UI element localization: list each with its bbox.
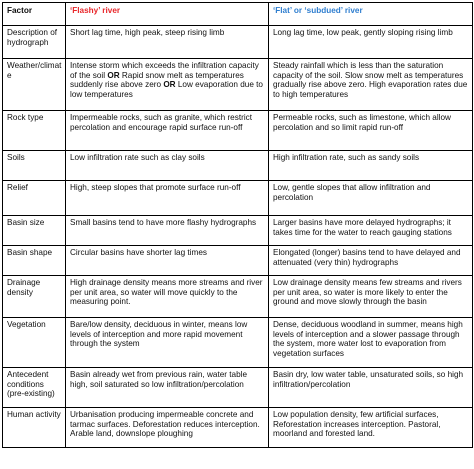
flashy-cell: High, steep slopes that promote surface run-off — [66, 181, 269, 216]
factor-cell: Rock type — [3, 111, 66, 151]
flashy-cell: Urbanisation producing impermeable concrete and tarmac surfaces. Deforestation reduces interception. Arable land, downslope ploughing — [66, 408, 269, 448]
factor-cell: Soils — [3, 151, 66, 181]
factor-cell: Basin shape — [3, 246, 66, 276]
header-row — [3, 3, 473, 26]
flat-cell: Steady rainfall which is less than the saturation capacity of the soil. Slow snow melt as temperatures gradually rise above zero. High evaporation rates due to high temperatures — [269, 59, 473, 111]
header-flashy-river: ‘Flashy’ river — [66, 3, 269, 26]
flat-cell: Dense, deciduous woodland in summer, means high levels of interception and a slower passage through the system, more water lost to evaporation from vegetation surfaces — [269, 318, 473, 368]
flat-cell: High infiltration rate, such as sandy soils — [269, 151, 473, 181]
table-row — [3, 111, 473, 151]
header-flat-river: ‘Flat’ or ‘subdued’ river — [269, 3, 473, 26]
table-row — [3, 151, 473, 181]
table-row — [3, 318, 473, 368]
emphasis-or: OR — [163, 80, 176, 90]
flashy-cell: Small basins tend to have more flashy hydrographs — [66, 216, 269, 246]
emphasis-or: OR — [107, 70, 120, 80]
factor-cell: Weather/climate — [3, 59, 66, 111]
flat-cell: Elongated (longer) basins tend to have delayed and attenuated (very thin) hydrographs — [269, 246, 473, 276]
header-factor: Factor — [3, 3, 66, 26]
factor-cell: Vegetation — [3, 318, 66, 368]
factor-cell: Relief — [3, 181, 66, 216]
flashy-text-part: Intense storm which exceeds the infiltration capacity of the soil — [70, 61, 259, 80]
factor-cell: Basin size — [3, 216, 66, 246]
flat-cell: Long lag time, low peak, gently sloping rising limb — [269, 26, 473, 59]
table-row — [3, 408, 473, 448]
flashy-cell: Low infiltration rate such as clay soils — [66, 151, 269, 181]
flat-cell: Low drainage density means few streams and rivers per unit area, so water is more likely to enter the ground and move slowly through the basin — [269, 276, 473, 318]
flashy-cell: Bare/low density, deciduous in winter, means low levels of interception and more rapid movement through the system — [66, 318, 269, 368]
factor-cell: Antecedent conditions (pre-existing) — [3, 368, 66, 408]
river-hydrograph-comparison-table — [2, 2, 473, 448]
table-row — [3, 276, 473, 318]
flashy-cell: Circular basins have shorter lag times — [66, 246, 269, 276]
table-row — [3, 181, 473, 216]
flat-cell: Permeable rocks, such as limestone, which allow percolation and so limit rapid run-off — [269, 111, 473, 151]
flashy-cell: Short lag time, high peak, steep rising limb — [66, 26, 269, 59]
flashy-cell: Basin already wet from previous rain, water table high, soil saturated so low infiltration/percolation — [66, 368, 269, 408]
comparison-table-wrapper — [2, 2, 472, 448]
flat-cell: Low, gentle slopes that allow infiltration and percolation — [269, 181, 473, 216]
flashy-text-part: Low evaporation due to low temperatures — [70, 80, 263, 99]
table-row — [3, 216, 473, 246]
flashy-cell: Impermeable rocks, such as granite, which restrict percolation and encourage rapid surface run-off — [66, 111, 269, 151]
flat-cell: Basin dry, low water table, unsaturated soils, so high infiltration/percolation — [269, 368, 473, 408]
table-row — [3, 368, 473, 408]
table-row — [3, 246, 473, 276]
table-row — [3, 59, 473, 111]
flat-cell: Larger basins have more delayed hydrographs; it takes time for the water to reach gauging stations — [269, 216, 473, 246]
flat-cell: Low population density, few artificial surfaces, Reforestation increases interception. Pastoral, moorland and forested land. — [269, 408, 473, 448]
factor-cell: Description of hydrograph — [3, 26, 66, 59]
factor-cell: Drainage density — [3, 276, 66, 318]
table-row — [3, 26, 473, 59]
flashy-cell — [66, 59, 269, 111]
flashy-text-part: Rapid snow melt as temperatures suddenly rise above zero — [70, 70, 244, 90]
flashy-cell: High drainage density means more streams and river per unit area, so water will move quickly to the measuring point. — [66, 276, 269, 318]
factor-cell: Human activity — [3, 408, 66, 448]
